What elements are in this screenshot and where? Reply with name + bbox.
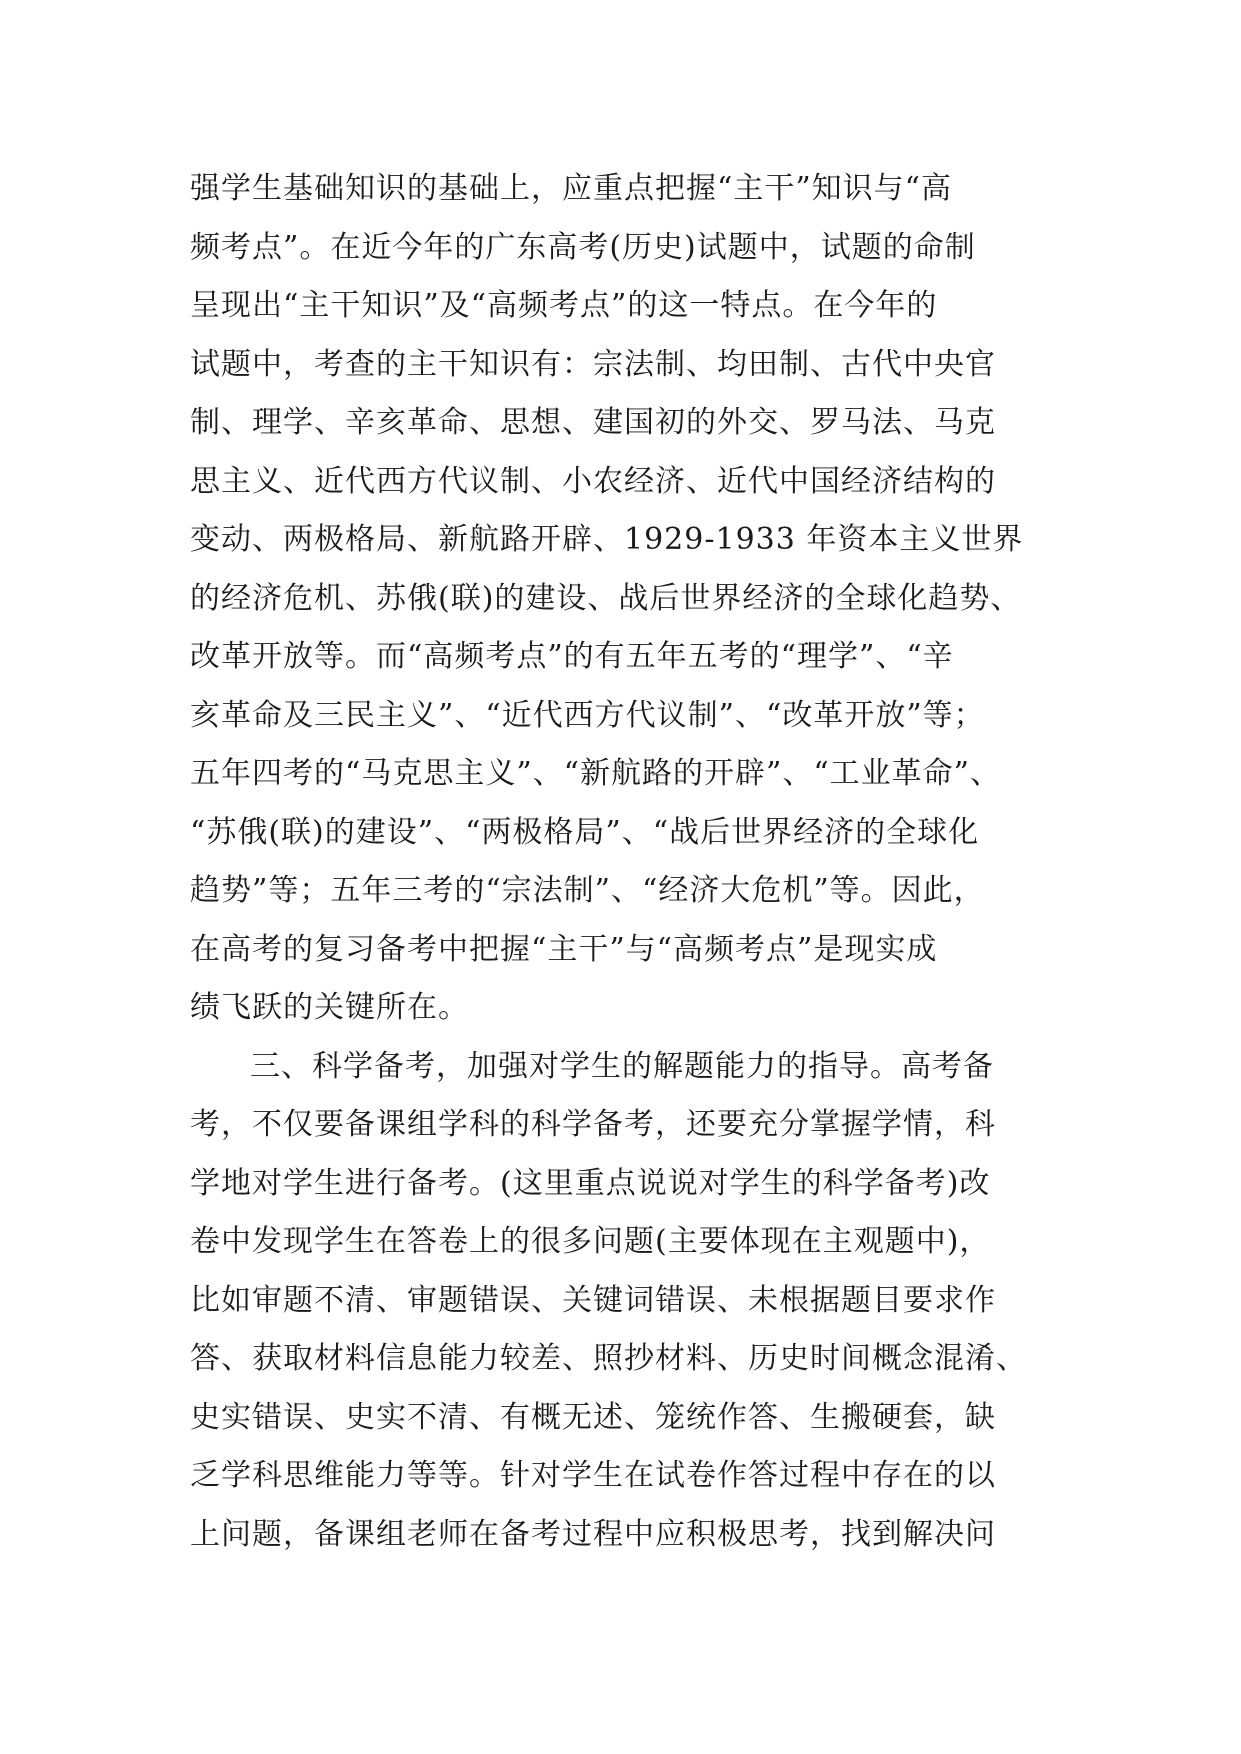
text-line: 学地对学生进行备考。(这里重点说说对学生的科学备考)改 [190,1165,991,1201]
text-line: 在高考的复习备考中把握“主干”与“高频考点”是现实成 [190,931,938,967]
text-line: 制、理学、辛亥革命、思想、建国初的外交、罗马法、马克 [190,405,996,440]
text-line: 考，不仅要备课组学科的科学备考，还要充分掌握学情，科 [190,1107,996,1142]
text-line: “苏俄(联)的建设”、“两极格局”、“战后世界经济的全球化 [190,814,980,850]
text-line: 思主义、近代西方代议制、小农经济、近代中国经济结构的 [190,463,996,499]
text-line: 卷中发现学生在答卷上的很多问题(主要体现在主观题中)， [190,1224,991,1259]
text-line: 强学生基础知识的基础上，应重点把握“主干”知识与“高 [190,171,953,206]
text-line: 上问题，备课组老师在备考过程中应积极思考，找到解决问 [190,1516,996,1552]
text-line: 亥革命及三民主义”、“近代西方代议制”、“改革开放”等； [190,697,985,733]
text-line: 呈现出“主干知识”及“高频考点”的这一特点。在今年的 [190,288,938,323]
text-line: 五年四考的“马克思主义”、“新航路的开辟”、“工业革命”、 [190,756,1002,791]
text-line: 的经济危机、苏俄(联)的建设、战后世界经济的全球化趋势、 [190,580,1022,616]
text-line: 趋势”等；五年三考的“宗法制”、“经济大危机”等。因此， [190,873,985,908]
body-text [190,160,1090,1564]
text-line: 试题中，考查的主干知识有：宗法制、均田制、古代中央官 [190,346,996,382]
text-line: 乏学科思维能力等等。针对学生在试卷作答过程中存在的以 [190,1458,996,1493]
text-line: 改革开放等。而“高频考点”的有五年五考的“理学”、“辛 [190,639,954,674]
text-line: 答、获取材料信息能力较差、照抄材料、历史时间概念混淆、 [190,1341,1027,1376]
text-line: 变动、两极格局、新航路开辟、1929-1933 年资本主义世界 [190,522,1024,557]
paragraph-start-line: 三、科学备考，加强对学生的解题能力的指导。高考备 [250,1048,994,1084]
text-line: 比如审题不清、审题错误、关键词错误、未根据题目要求作 [190,1282,996,1318]
text-line: 频考点”。在近今年的广东高考(历史)试题中，试题的命制 [190,229,976,265]
text-line: 绩飞跃的关键所在。 [190,990,469,1025]
text-line: 史实错误、史实不清、有概无述、笼统作答、生搬硬套，缺 [190,1399,996,1435]
